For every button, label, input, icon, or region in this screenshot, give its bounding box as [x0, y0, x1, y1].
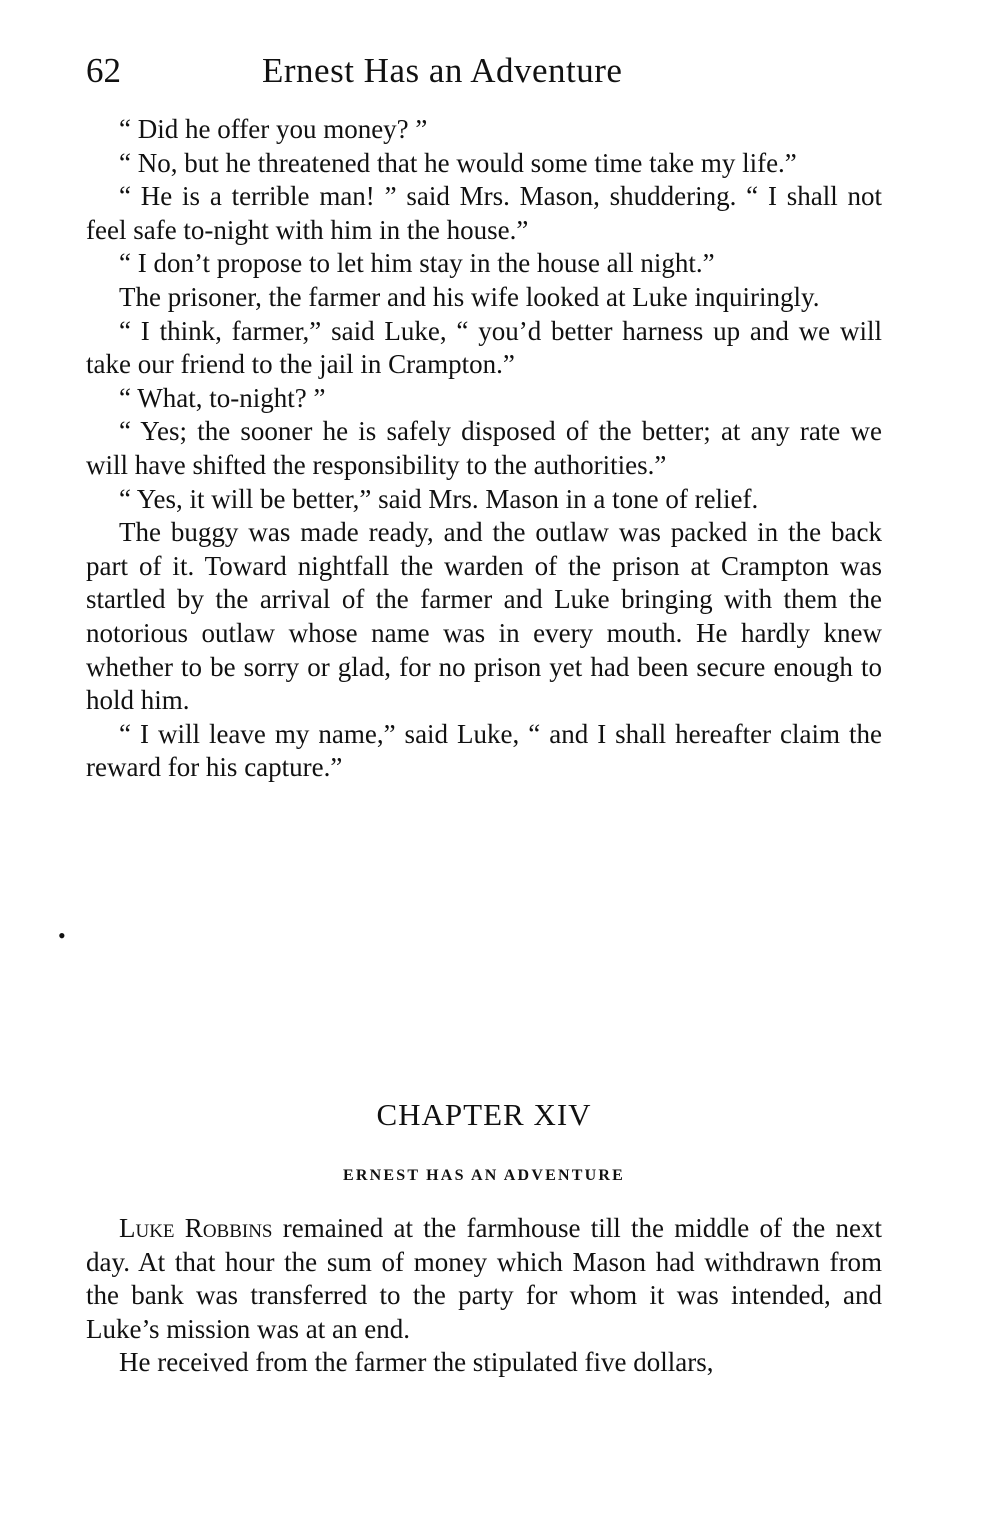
chapter-subtitle: ERNEST HAS AN ADVENTURE [343, 1167, 625, 1184]
body-text [86, 113, 882, 785]
page-number: 62 [86, 51, 121, 90]
paragraph: “ Did he offer you money? ” [119, 114, 428, 144]
paragraph: “ I don’t propose to let him stay in the house all night.” [119, 248, 715, 279]
running-head [86, 44, 886, 98]
paragraph: “ Yes, it will be better,” said Mrs. Mason in a tone of relief. [119, 483, 759, 514]
opening-smallcaps: Luke Robbins [119, 1213, 273, 1243]
paragraph: The prisoner, the farmer and his wife looked at Luke inquiringly. [119, 281, 820, 312]
margin-mark: • [58, 923, 66, 948]
chapter-heading: CHAPTER XIV [376, 1097, 592, 1132]
paragraph: “ I think, farmer,” said Luke, “ you’d better harness up and we will take our friend to the jail in Crampton.” [86, 315, 882, 380]
running-title: Ernest Has an Adventure [262, 51, 623, 90]
paragraph: He received from the farmer the stipulated five dollars, [119, 1347, 714, 1378]
opening-rest: remained at the farmhouse till the middle of the next day. At that hour the sum of money which Mason had withdrawn from the bank was transferred to the party for whom it was intended, and Luke’s mission was at an end. [86, 1213, 882, 1344]
paragraph: The buggy was made ready, and the outlaw was packed in the back part of it. Toward nightfall the warden of the prison at Crampton was startled by the arrival of the farmer and Luke bringing with them the notorious outlaw whose name was in every mouth. He hardly knew whether to be sorry or glad, for no prison yet had been secure enough to hold him. [86, 517, 882, 716]
chapter-text [86, 1212, 882, 1380]
paragraph: “ What, to-night? ” [119, 382, 326, 413]
paragraph: “ He is a terrible man! ” said Mrs. Mason, shuddering. “ I shall not feel safe to-night with him in the house.” [86, 181, 882, 245]
paragraph: “ Yes; the sooner he is safely disposed of the better; at any rate we will have shifted the responsibility to the authorities.” [86, 416, 882, 480]
paragraph: “ I will leave my name,” said Luke, “ and I shall hereafter claim the reward for his capture.” [86, 718, 882, 783]
paragraph: “ No, but he threatened that he would some time take my life.” [119, 147, 797, 178]
chapter-opening-paragraph [86, 1212, 882, 1346]
